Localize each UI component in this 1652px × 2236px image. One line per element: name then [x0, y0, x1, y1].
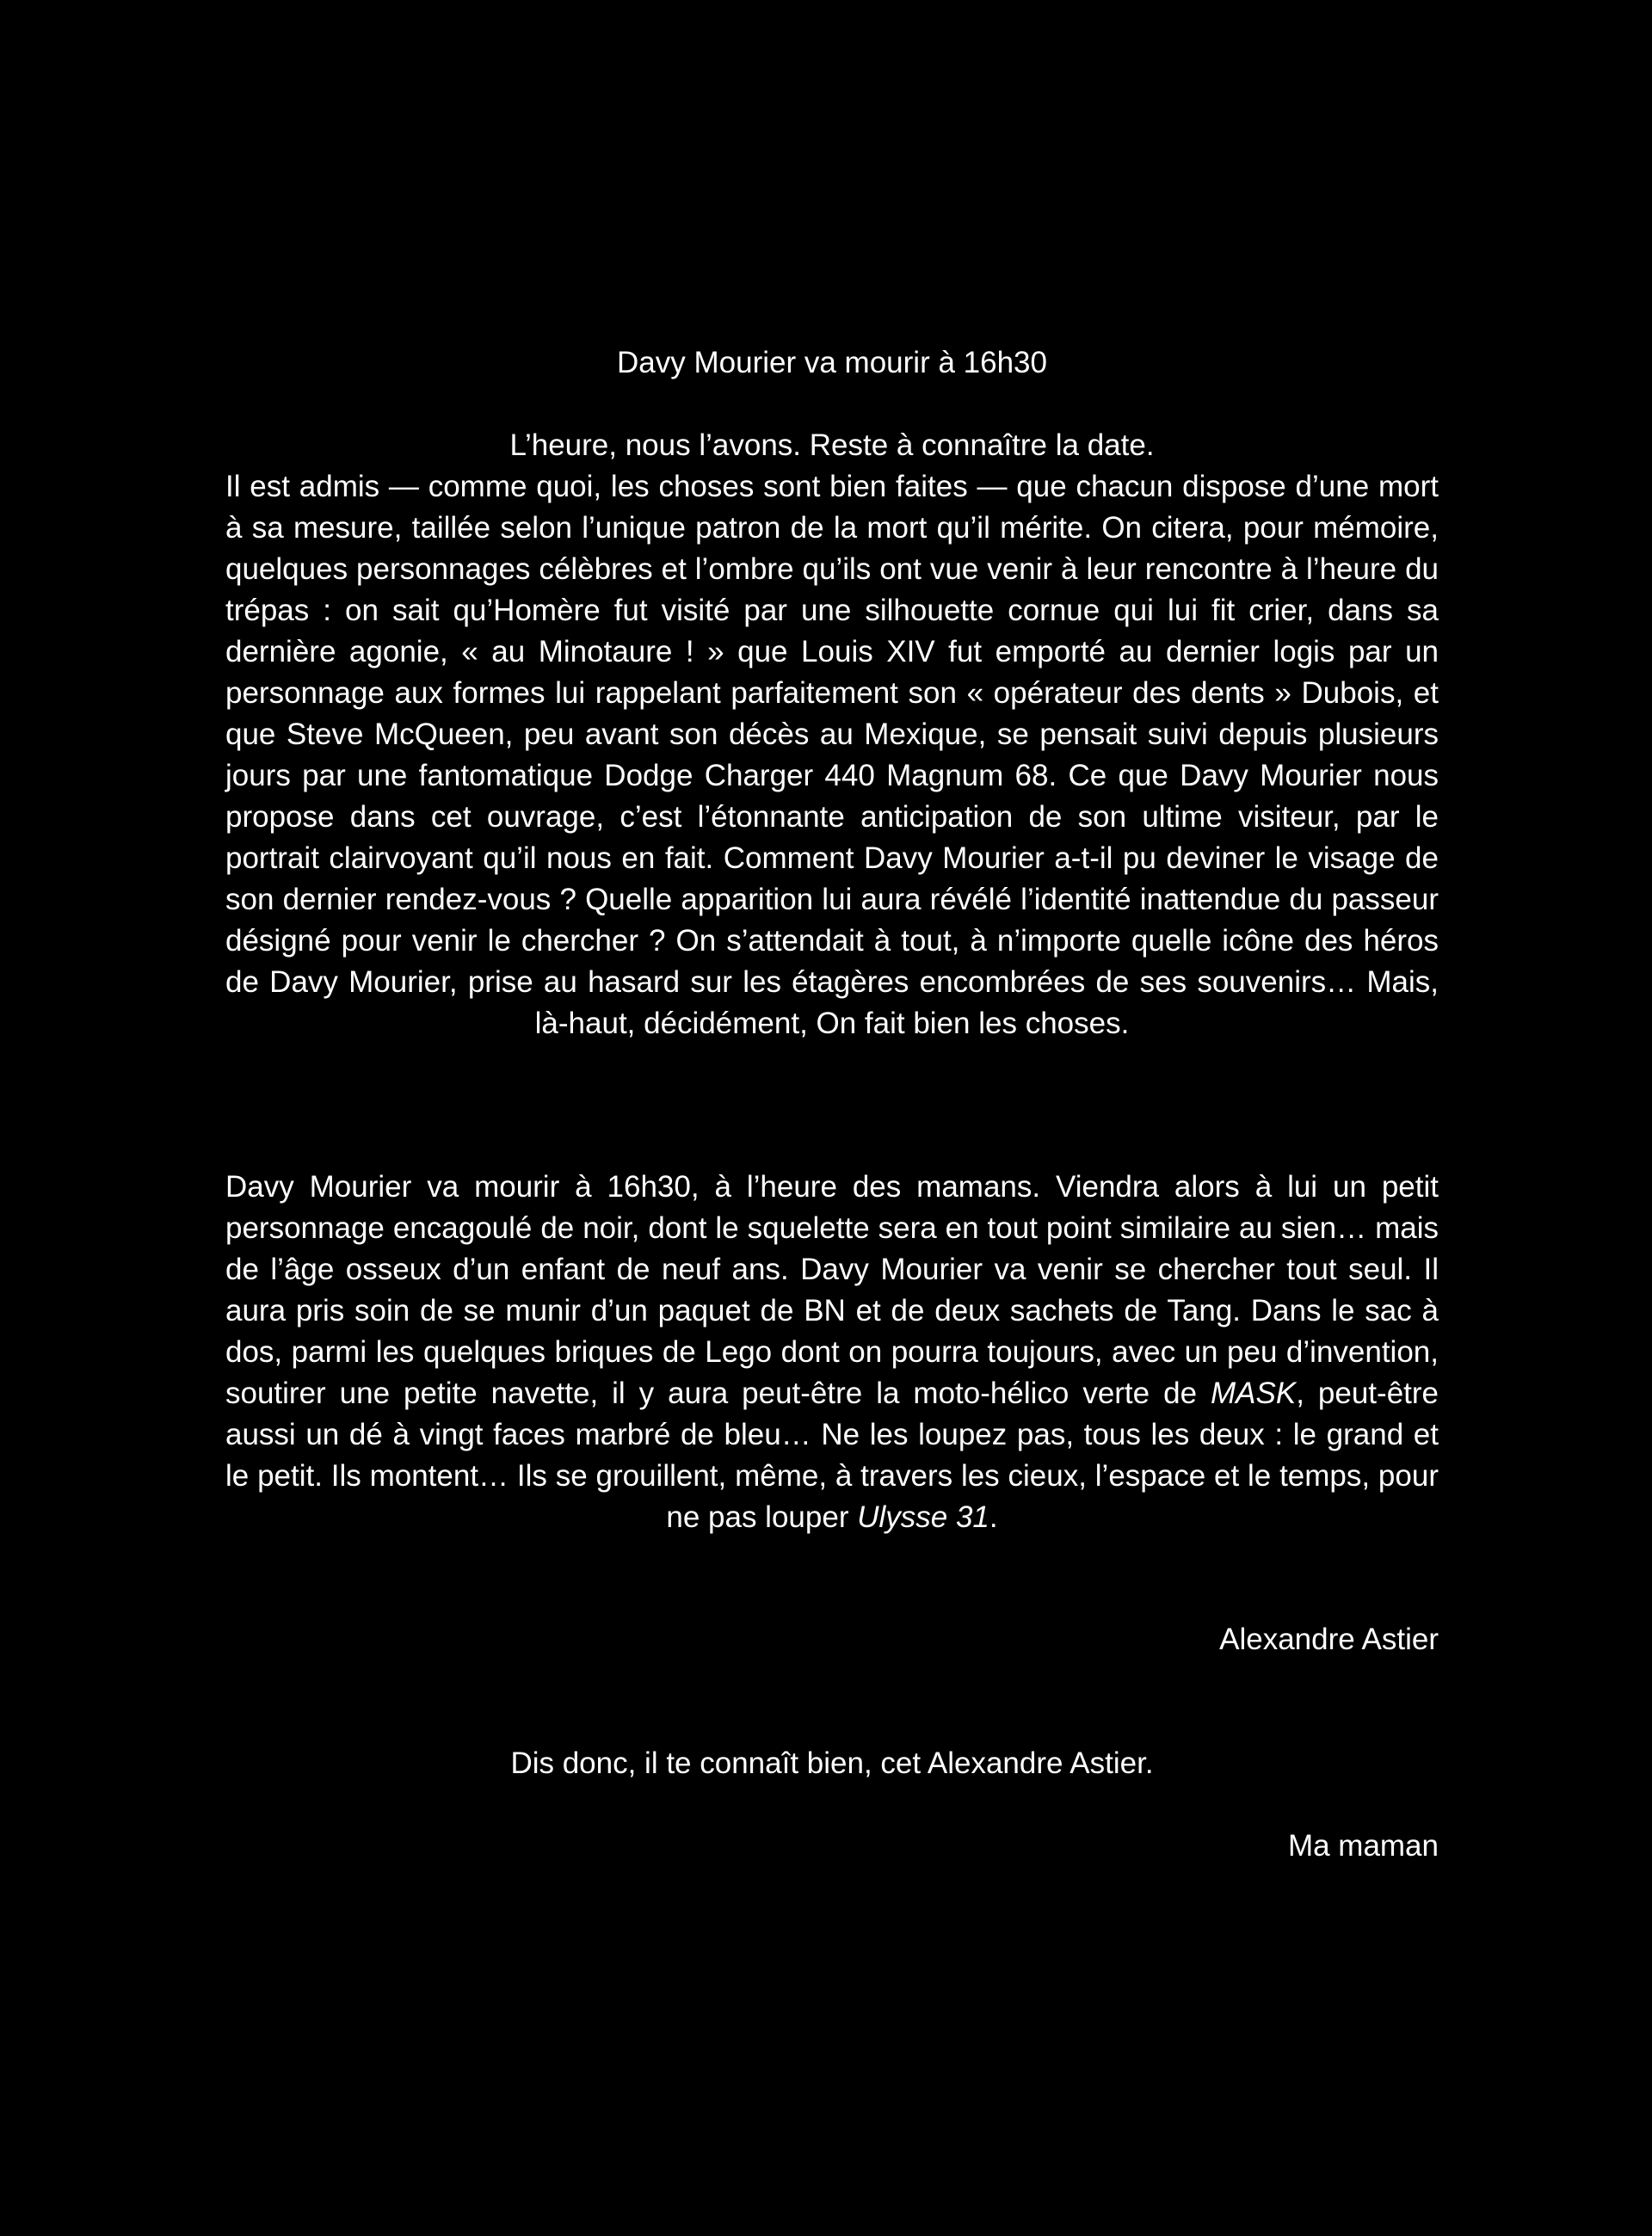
signature-alexandre-astier: Alexandre Astier	[1219, 1623, 1439, 1656]
paragraph-intro	[225, 425, 1439, 1044]
paragraph-second-text-1: Davy Mourier va mourir à 16h30, à l’heure des mamans. Viendra alors à lui un petit personnage encagoulé de noir, dont le squelette sera en tout point similaire au sien… mais de l’âge osseux d’un enfant de neuf ans. Davy Mourier va venir se chercher tout seul. Il aura pris soin de se munir d’un paquet de BN et de deux sachets de Tang. Dans le sac à dos, parmi les quelques briques de Lego dont on pourra toujours, avec un peu d’invention, soutirer une petite navette, il y aura peut-être la moto-hélico verte de	[225, 1170, 1439, 1410]
paragraph-intro-first-line: L’heure, nous l’avons. Reste à connaître la date.	[509, 428, 1155, 462]
quote-mother: Dis donc, il te connaît bien, cet Alexandre Astier.	[510, 1746, 1154, 1780]
page-title: Davy Mourier va mourir à 16h30	[617, 346, 1047, 379]
signature-ma-maman: Ma maman	[1287, 1829, 1439, 1863]
paragraph-intro-body: Il est admis — comme quoi, les choses sont bien faites — que chacun dispose d’une mort à sa mesure, taillée selon l’unique patron de la mort qu’il mérite. On citera, pour mémoire, quelques personnages célèbres et l’ombre qu’ils ont vue venir à leur rencontre à l’heure du trépas : on sait qu’Homère fut visité par une silhouette cornue qui lui fit crier, dans sa dernière agonie, « au Minotaure ! » que Louis XIV fut emporté au dernier logis par un personnage aux formes lui rappelant parfaitement son « opérateur des dents » Dubois, et que Steve McQueen, peu avant son décès au Mexique, se pensait suivi depuis plusieurs jours par une fantomatique Dodge Charger 440 Magnum 68. Ce que Davy Mourier nous propose dans cet ouvrage, c’est l’étonnante anticipation de son ultime visiteur, par le portrait clairvoyant qu’il nous en fait. Comment Davy Mourier a-t-il pu deviner le visage de son dernier rendez-vous ? Quelle apparition lui aura révélé l’identité inattendue du passeur désigné pour venir le chercher ? On s’attendait à tout, à n’importe quelle icône des héros de Davy Mourier, prise au hasard sur les étagères encombrées de ses souvenirs… Mais, là-haut, décidément, On fait bien les choses.	[225, 470, 1439, 1040]
paragraph-second	[225, 1167, 1439, 1538]
paragraph-second-italic-ulysse: Ulysse 31	[857, 1500, 989, 1534]
paragraph-second-text-3: .	[989, 1500, 998, 1534]
paragraph-second-text-2: , peut-être aussi un dé à vingt faces marbré de bleu… Ne les loupez pas, tous les deux : le grand et le petit. Ils montent… Ils se grouillent, même, à travers les cieux, l’espace et le temps, pour ne pas louper	[225, 1377, 1439, 1534]
paragraph-second-italic-mask: MASK	[1211, 1377, 1297, 1410]
